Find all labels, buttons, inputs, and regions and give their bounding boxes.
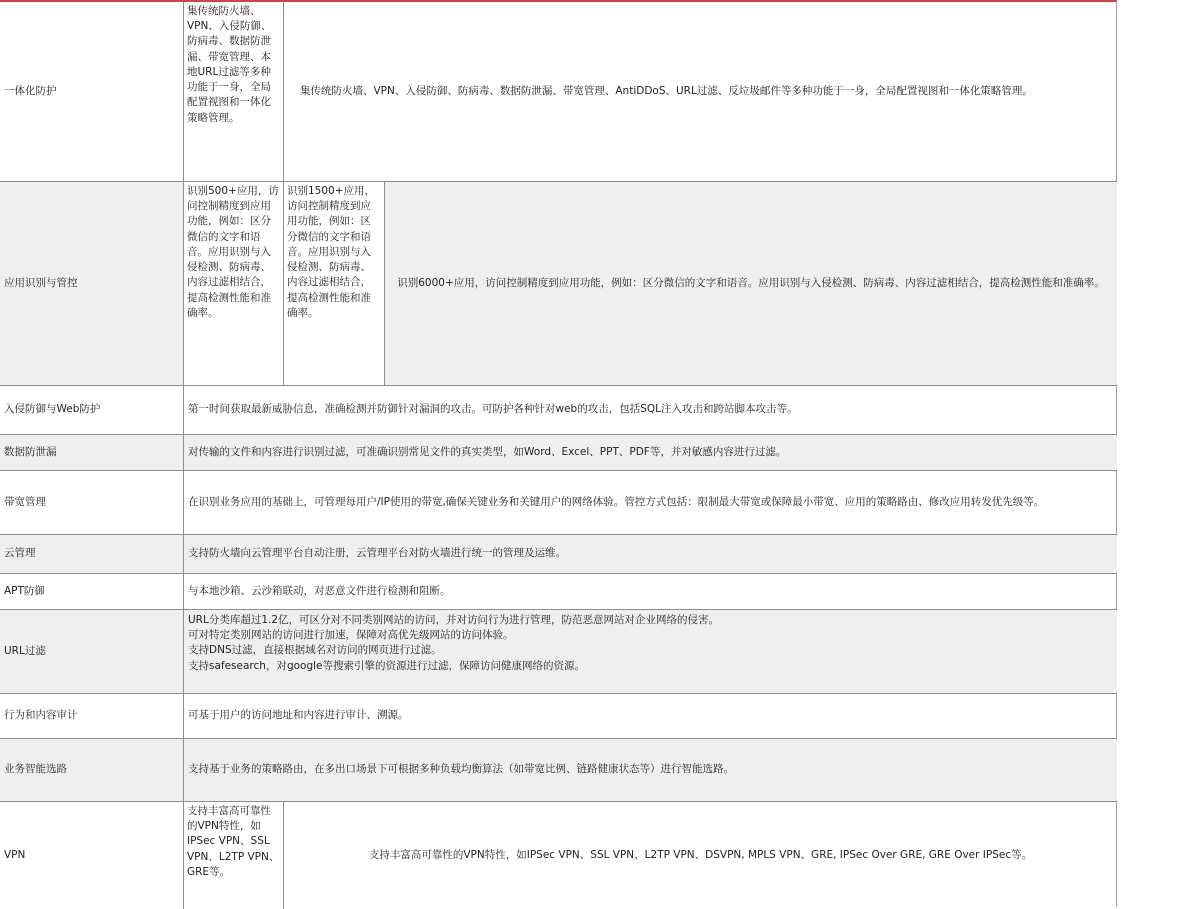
row-label: 数据防泄漏	[4, 445, 57, 458]
table-row	[0, 802, 1117, 909]
table-cell: 识别6000+应用，访问控制精度到应用功能，例如：区分微信的文字和语音。应用识别与入侵检测、防病毒、内容过滤相结合，提高检测性能和准确率。	[384, 182, 1117, 385]
row-label: 业务智能选路	[4, 763, 67, 776]
table-cell: 对传输的文件和内容进行识别过滤，可准确识别常见文件的真实类型，如Word、Excel、PPT、PDF等，并对敏感内容进行过滤。	[183, 435, 1117, 470]
text-line: 支持safesearch，对google等搜索引擎的资源进行过滤，保障访问健康网络的资源。	[188, 659, 585, 672]
row-label: 一体化防护	[4, 84, 57, 97]
table-row	[0, 182, 1117, 386]
text-line: URL分类库超过1.2亿，可区分对不同类别网站的访问，并对访问行为进行管理，防范恶意网站对企业网络的侵害。	[188, 614, 720, 626]
table-cell: 可基于用户的访问地址和内容进行审计、溯源。	[183, 694, 1117, 738]
table-cell: 集传统防火墙、VPN、入侵防御、防病毒、数据防泄漏、带宽管理、AntiDDoS、URL过滤、反垃圾邮件等多种功能于一身，全局配置视图和一体化策略管理。	[283, 2, 1117, 181]
table-row	[0, 535, 1117, 574]
row-label: URL过滤	[4, 644, 46, 657]
table-cell: 集传统防火墙、VPN、入侵防御、防病毒、数据防泄漏、带宽管理、本地URL过滤等多种功能于一身，全局配置视图和一体化策略管理。	[183, 2, 283, 181]
row-label: 应用识别与管控	[4, 276, 78, 289]
table-cell: 支持防火墙向云管理平台自动注册，云管理平台对防火墙进行统一的管理及运维。	[183, 535, 1117, 573]
table-cell: 第一时间获取最新威胁信息，准确检测并防御针对漏洞的攻击。可防护各种针对web的攻击，包括SQL注入攻击和跨站脚本攻击等。	[183, 386, 1117, 434]
table-row	[0, 386, 1117, 435]
table-row	[0, 739, 1117, 802]
table-row	[0, 610, 1117, 694]
table-cell: 与本地沙箱、云沙箱联动，对恶意文件进行检测和阻断。	[183, 574, 1117, 609]
table-row	[0, 574, 1117, 610]
row-label: VPN	[4, 848, 26, 861]
row-label: 行为和内容审计	[4, 709, 78, 722]
row-label: APT防御	[4, 584, 45, 597]
table-cell: 在识别业务应用的基础上，可管理每用户/IP使用的带宽,确保关键业务和关键用户的网络体验。管控方式包括：限制最大带宽或保障最小带宽、应用的策略路由、修改应用转发优先级等。	[183, 471, 1117, 534]
row-label: 带宽管理	[4, 495, 46, 508]
text-line: 支持DNS过滤，直接根据域名对访问的网页进行过滤。	[188, 644, 442, 657]
table-row	[0, 694, 1117, 739]
table-row	[0, 2, 1117, 182]
table-cell: 识别500+应用，访问控制精度到应用功能，例如：区分微信的文字和语音。应用识别与入侵检测、防病毒、内容过滤相结合，提高检测性能和准确率。	[183, 182, 283, 385]
text-line: 可对特定类别网站的访问进行加速，保障对高优先级网站的访问体验。	[188, 629, 514, 642]
table-row	[0, 471, 1117, 535]
table-cell: 识别1500+应用，访问控制精度到应用功能，例如：区分微信的文字和语音。应用识别与入侵检测、防病毒、内容过滤相结合，提高检测性能和准确率。	[283, 182, 384, 385]
row-label: 云管理	[4, 547, 36, 560]
url-filter-lines	[188, 613, 719, 674]
table-cell	[183, 610, 1117, 693]
table-row	[0, 435, 1117, 471]
table-cell: 支持丰富高可靠性的VPN特性，如IPSec VPN、SSL VPN、L2TP VPN、GRE等。	[183, 802, 283, 909]
row-label: 入侵防御与Web防护	[4, 403, 101, 416]
table-cell: 支持基于业务的策略路由，在多出口场景下可根据多种负载均衡算法（如带宽比例、链路健康状态等）进行智能选路。	[183, 739, 1117, 801]
table-cell: 支持丰富高可靠性的VPN特性，如IPSec VPN、SSL VPN、L2TP VPN、DSVPN, MPLS VPN、GRE, IPSec Over GRE, GRE Over IPSec等。	[283, 802, 1117, 909]
